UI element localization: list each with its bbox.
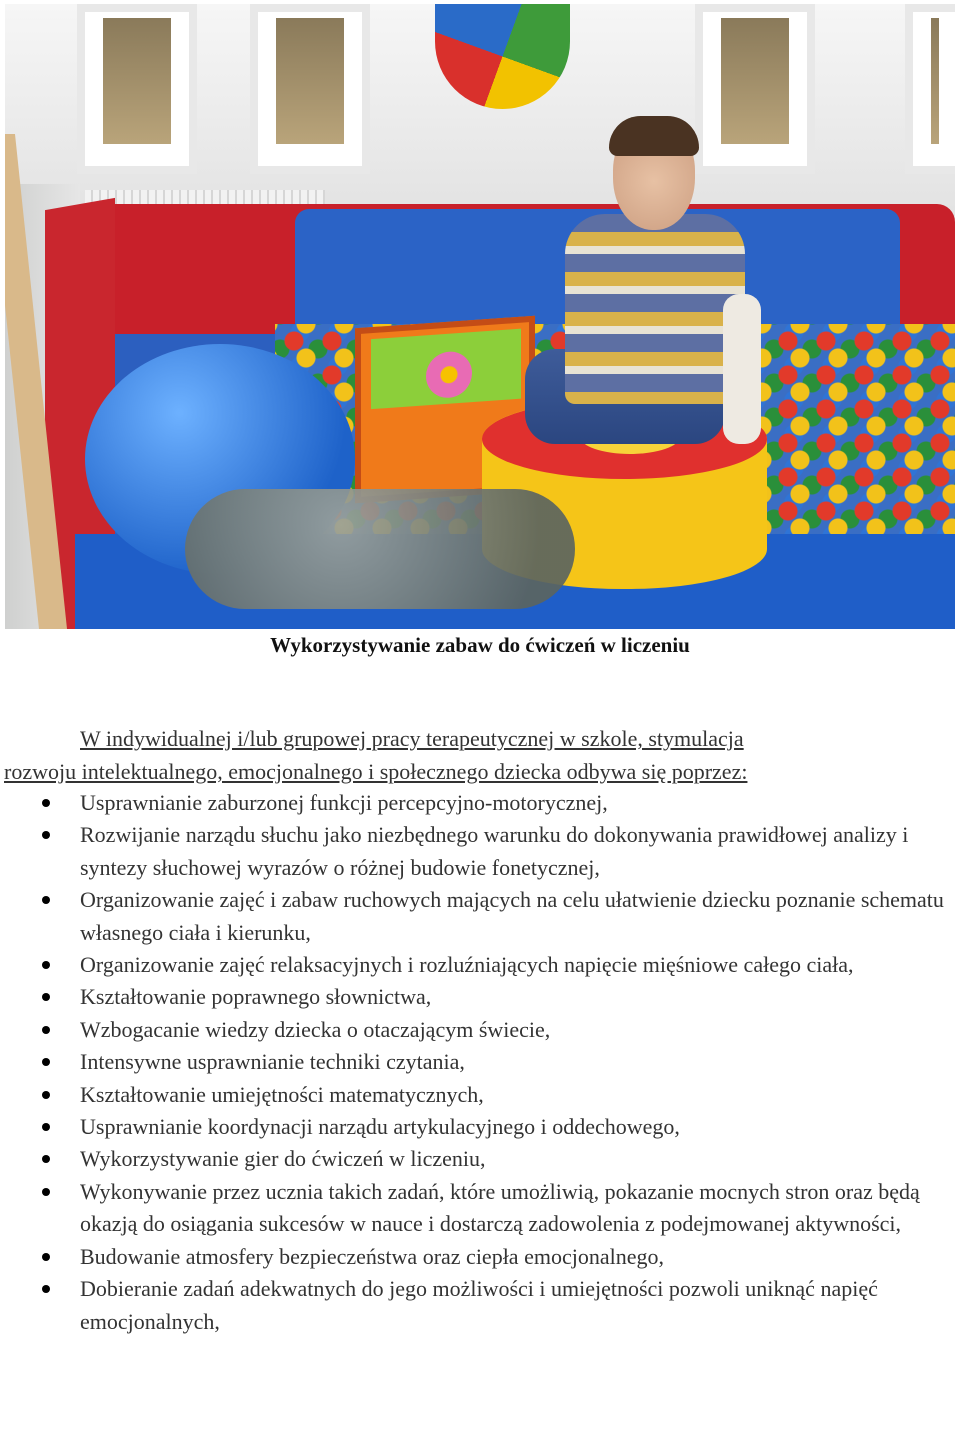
list-item: Wzbogacanie wiedzy dziecka o otaczającym świecie,	[0, 1014, 955, 1046]
intro-paragraph	[4, 722, 954, 788]
boy-hair	[609, 116, 699, 156]
list-item: Dobieranie zadań adekwatnych do jego możliwości i umiejętności pozwoli uniknąć napięć emocjonalnych,	[0, 1273, 955, 1338]
list-item: Usprawnianie koordynacji narządu artykulacyjnego i oddechowego,	[0, 1111, 955, 1143]
list-item: Wykorzystywanie gier do ćwiczeń w liczeniu,	[0, 1143, 955, 1175]
list-item: Kształtowanie umiejętności matematycznych,	[0, 1079, 955, 1111]
window	[695, 4, 815, 174]
window	[250, 4, 370, 174]
list-item: Organizowanie zajęć relaksacyjnych i rozluźniających napięcie mięśniowe całego ciała,	[0, 949, 955, 981]
goals-list	[0, 787, 955, 1338]
boy-striped-shirt	[565, 214, 745, 404]
window	[77, 4, 197, 174]
list-item: Usprawnianie zaburzonej funkcji percepcyjno-motorycznej,	[0, 787, 955, 819]
list-item: Kształtowanie poprawnego słownictwa,	[0, 981, 955, 1013]
intro-line-2: rozwoju intelektualnego, emocjonalnego i społecznego dziecka odbywa się poprzez:	[4, 759, 748, 784]
list-item: Wykonywanie przez ucznia takich zadań, które umożliwią, pokazanie mocnych stron oraz będą okazją do osiągania sukcesów w nauce i dostarczą zadowolenia z podejmowanej aktywności,	[0, 1176, 955, 1241]
list-item: Intensywne usprawnianie techniki czytania,	[0, 1046, 955, 1078]
flower-icon	[426, 350, 472, 399]
intro-line-1: W indywidualnej i/lub grupowej pracy terapeutycznej w szkole, stymulacja	[80, 726, 744, 751]
grey-peanut-ball	[185, 489, 575, 609]
window	[905, 4, 955, 174]
list-item: Budowanie atmosfery bezpieczeństwa oraz ciepła emocjonalnego,	[0, 1241, 955, 1273]
list-item: Rozwijanie narządu słuchu jako niezbędnego warunku do dokonywania prawidłowej analizy i syntezy słuchowej wyrazów o różnej budowie fonetycznej,	[0, 819, 955, 884]
list-item: Organizowanie zajęć i zabaw ruchowych mających na celu ułatwienie dziecku poznanie schematu własnego ciała i kierunku,	[0, 884, 955, 949]
boy-arm	[723, 294, 761, 444]
therapy-room-photo	[5, 4, 955, 629]
page-title: Wykorzystywanie zabaw do ćwiczeń w liczeniu	[270, 633, 690, 657]
